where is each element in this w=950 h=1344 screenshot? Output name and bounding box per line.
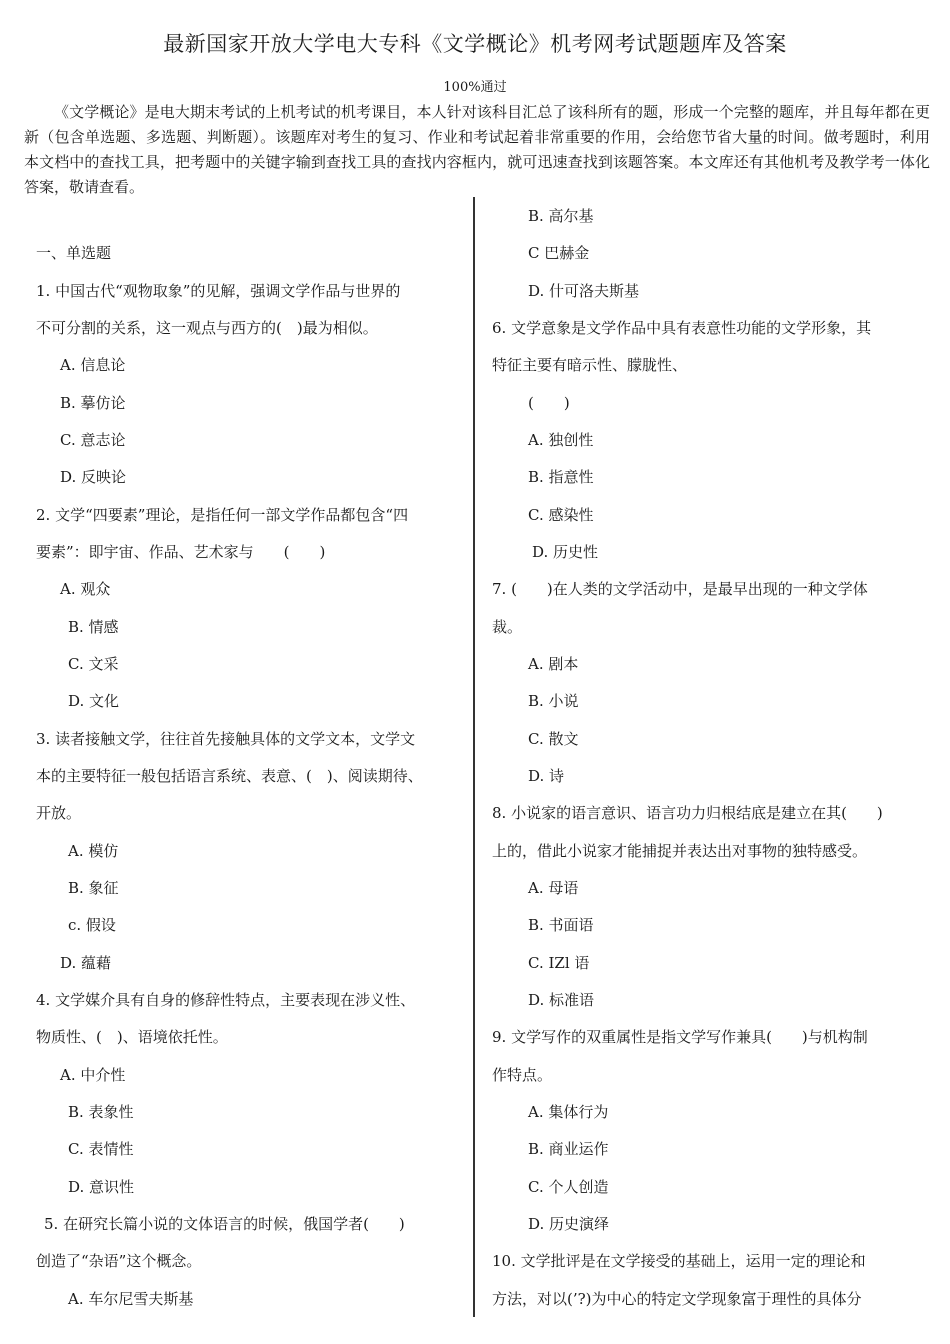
intro-line: 量的时间。做考题时，利用本文档中的查找工具，把考题中的关键字输到查找工具的查找内容框内，就可迅速查找到该题答 (24, 128, 930, 171)
question-text: 要素”：即宇宙、作品、艺术家与 ( ) (36, 543, 326, 561)
answer-option: B. 摹仿论 (60, 394, 126, 412)
answer-option: A. 模仿 (68, 842, 119, 860)
answer-option: A. 母语 (528, 879, 579, 897)
question-text: 特征主要有暗示性、朦胧性、 (492, 356, 688, 374)
question-text: 8. 小说家的语言意识、语言功力归根结底是建立在其( ) (492, 804, 883, 822)
answer-option: C 巴赫金 (528, 244, 590, 262)
answer-option: A. 中介性 (60, 1066, 126, 1084)
question-text: 开放。 (36, 804, 82, 822)
question-text: 裁。 (492, 618, 523, 636)
question-text: 4. 文学媒介具有自身的修辞性特点，主要表现在涉义性、 (36, 991, 416, 1009)
answer-option: D. 历史演绎 (528, 1215, 610, 1233)
question-text: 7. ( )在人类的文学活动中，是最早出现的一种文学体 (492, 580, 868, 598)
answer-option: D. 诗 (528, 767, 565, 785)
question-text: 5. 在研究长篇小说的文体语言的时候，俄国学者( ) (44, 1215, 405, 1233)
question-text: 2. 文学“四要素”理论，是指任何一部文学作品都包含“四 (36, 506, 409, 524)
question-text: 物质性、( )、语境依托性。 (36, 1028, 228, 1046)
answer-option: B. 高尔基 (528, 207, 594, 225)
question-text: 创造了“杂语”这个概念。 (36, 1252, 202, 1270)
answer-option: D. 历史性 (532, 543, 599, 561)
answer-option: A. 观众 (60, 580, 111, 598)
answer-option: D. 什可洛夫斯基 (528, 282, 640, 300)
answer-option: D. 标准语 (528, 991, 595, 1009)
answer-option: A. 独创性 (528, 431, 594, 449)
answer-option: D. 蕴藉 (60, 954, 112, 972)
answer-option: D. 反映论 (60, 468, 127, 486)
answer-option: B. 小说 (528, 692, 579, 710)
answer-option: C. 文采 (68, 655, 119, 673)
question-text: 9. 文学写作的双重属性是指文学写作兼具( )与机构制 (492, 1028, 868, 1046)
document-subtitle: 100%通过 (443, 80, 507, 95)
answer-option: B. 表象性 (68, 1103, 134, 1121)
answer-option: C. 感染性 (528, 506, 594, 524)
question-text: 上的，借此小说家才能捕捉并表达出对事物的独特感受。 (492, 842, 868, 860)
question-text: 本的主要特征一般包括语言系统、表意、( )、阅读期待、 (36, 767, 423, 785)
answer-option: B. 象征 (68, 879, 119, 897)
answer-option: C. 意志论 (60, 431, 126, 449)
answer-option: A. 集体行为 (528, 1103, 609, 1121)
question-text: 6. 文学意象是文学作品中具有表意性功能的文学形象，其 (492, 319, 872, 337)
question-text: 10. 文学批评是在文学接受的基础上，运用一定的理论和 (492, 1252, 866, 1270)
answer-option: B. 书面语 (528, 916, 594, 934)
answer-option: A. 信息论 (60, 356, 126, 374)
intro-line: 且每年都在更新（包含单选题、多选题、判断题）。该题库对考生的复习、作业和考试起着非常重要的作用，会给您节省大 (24, 103, 930, 146)
question-text: 3. 读者接触文学，往往首先接触具体的文学文本，文学文 (36, 730, 416, 748)
question-text: 作特点。 (492, 1066, 553, 1084)
answer-option: B. 指意性 (528, 468, 594, 486)
document-title: 最新国家开放大学电大专科《文学概论》机考网考试题题库及答案 (163, 32, 787, 56)
intro-paragraph (24, 100, 930, 200)
column-divider (473, 197, 475, 1317)
answer-option: C. 表情性 (68, 1140, 134, 1158)
question-text: 方法，对以(’?)为中心的特定文学现象富于理性的具体分 (492, 1290, 862, 1308)
question-text: 不可分割的关系，这一观点与西方的( )最为相似。 (36, 319, 378, 337)
question-text: 1. 中国古代“观物取象”的见解，强调文学作品与世界的 (36, 282, 401, 300)
section-heading: 一、单选题 (36, 244, 112, 262)
answer-option: C. IZl 语 (528, 954, 590, 972)
intro-line: 案。本文库还有其他机考及教学考一体化答案，敬请查看。 (24, 153, 930, 196)
answer-option: D. 文化 (68, 692, 120, 710)
intro-line: 《文学概论》是电大期末考试的上机考试的机考课目，本人针对该科目汇总了该科所有的题，形成一个完整的题库，并 (54, 103, 840, 121)
answer-option: B. 情感 (68, 618, 119, 636)
answer-option: A. 车尔尼雪夫斯基 (68, 1290, 194, 1308)
answer-option: B. 商业运作 (528, 1140, 609, 1158)
answer-option: C. 散文 (528, 730, 579, 748)
answer-option: A. 剧本 (528, 655, 579, 673)
answer-option: c. 假设 (68, 916, 116, 934)
answer-option: C. 个人创造 (528, 1178, 609, 1196)
answer-option: D. 意识性 (68, 1178, 135, 1196)
question-text: ( ) (528, 394, 570, 412)
